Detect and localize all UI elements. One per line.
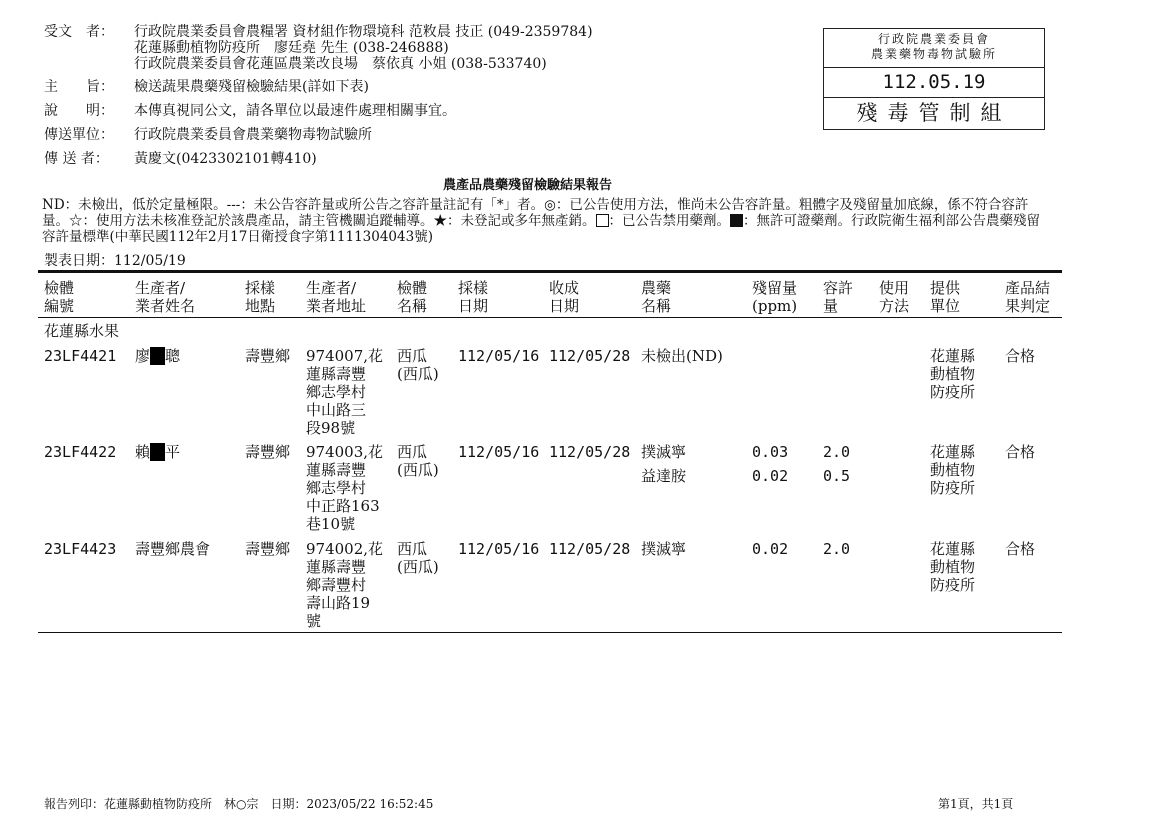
residue-value: 0.02 <box>752 467 789 485</box>
tolerance-value: 2.0 <box>823 443 851 461</box>
sender-label: 傳 送 者： <box>44 151 109 167</box>
note-label: 說 明： <box>44 103 114 119</box>
pesticide-name: 撲滅寧 <box>641 540 687 558</box>
table-bottom-rule <box>38 632 1062 633</box>
col-header-tolerance: 容許 量 <box>823 279 854 315</box>
recipient-label: 受文 者： <box>44 24 114 40</box>
tolerance-value: 0.5 <box>823 467 851 485</box>
recipient-line-2: 花蓮縣動植物防疫所 廖廷堯 先生 (038-246888) <box>134 40 449 56</box>
report-title: 農產品農藥殘留檢驗結果報告 <box>443 178 613 193</box>
sample-name: 西瓜 (西瓜) <box>397 347 439 383</box>
stamp-org-line-2: 農業藥物毒物試驗所 <box>870 47 997 61</box>
producer-address: 974007,花 蓮縣壽豐 鄉志學村 中山路三 段98號 <box>306 347 384 437</box>
col-header-sample-name: 檢體 名稱 <box>397 279 428 315</box>
stamp-group: 殘毒管制組 <box>856 101 1012 125</box>
producer-address: 974002,花 蓮縣壽豐 鄉壽豐村 壽山路19 號 <box>306 540 384 630</box>
legend-text-1: ND：未檢出，低於定量極限。---：未公告容許量或所公告之容許量註記有「*」者。◎：已公告使用方法，惟尚未公告容許量。粗體字及殘留量加底線，係不符合容許量。☆：使用方法未核准登記於該農產品，請主管機關追蹤輔導。★：未登記或多年無產銷。 <box>42 197 1029 229</box>
sample-id: 23LF4423 <box>44 540 117 558</box>
pesticide-name: 未檢出(ND) <box>641 347 723 365</box>
col-header-sample-date: 採樣 日期 <box>458 279 489 315</box>
note-text: 本傳真視同公文，請各單位以最速件處理相關事宜。 <box>134 103 456 119</box>
print-info: 報告列印：花蓮縣動植物防疫所 林○宗 日期：2023/05/22 16:52:45 <box>44 797 434 811</box>
sample-name: 西瓜 (西瓜) <box>397 540 439 576</box>
sample-date: 112/05/16 <box>458 443 540 461</box>
receipt-stamp <box>823 28 1045 130</box>
recipient-line-3: 行政院農業委員會花蓮區農業改良場 蔡依真 小姐 (038-533740) <box>134 56 547 72</box>
pesticide-name: 益達胺 <box>641 467 687 485</box>
sender-unit-text: 行政院農業委員會農業藥物毒物試驗所 <box>134 127 372 143</box>
stamp-divider <box>824 67 1044 68</box>
recipient-line-1: 行政院農業委員會農糧署 資材組作物環境科 范敉晨 技正 (049-2359784) <box>134 24 593 40</box>
stamp-organization <box>824 32 1044 62</box>
sample-name: 西瓜 (西瓜) <box>397 443 439 479</box>
residue-value: 0.03 <box>752 443 789 461</box>
table-header-rule <box>38 317 1062 318</box>
harvest-date: 112/05/28 <box>549 443 631 461</box>
sample-date: 112/05/16 <box>458 347 540 365</box>
sample-id: 23LF4421 <box>44 347 117 365</box>
producer-name: 壽豐鄉農會 <box>135 540 211 558</box>
legend <box>42 197 1052 245</box>
provider-unit: 花蓮縣 動植物 防疫所 <box>930 540 976 594</box>
col-header-address: 生產者/ 業者地址 <box>306 279 367 315</box>
banned-pesticide-marker <box>596 214 609 227</box>
provider-unit: 花蓮縣 動植物 防疫所 <box>930 347 976 401</box>
pesticide-name: 撲滅寧 <box>641 443 687 461</box>
redaction-mark <box>150 347 165 365</box>
result-judgement: 合格 <box>1005 443 1036 461</box>
col-header-provider: 提供 單位 <box>930 279 961 315</box>
result-judgement: 合格 <box>1005 347 1036 365</box>
harvest-date: 112/05/28 <box>549 347 631 365</box>
sampling-location: 壽豐鄉 <box>245 347 291 365</box>
sampling-location: 壽豐鄉 <box>245 540 291 558</box>
result-judgement: 合格 <box>1005 540 1036 558</box>
col-header-sample-id: 檢體 編號 <box>44 279 75 315</box>
sample-id: 23LF4422 <box>44 443 117 461</box>
subject-text: 檢送蔬果農藥殘留檢驗結果(詳如下表) <box>134 79 369 95</box>
producer-address: 974003,花 蓮縣壽豐 鄉志學村 中正路163 巷10號 <box>306 443 384 533</box>
sample-date: 112/05/16 <box>458 540 540 558</box>
provider-unit: 花蓮縣 動植物 防疫所 <box>930 443 976 497</box>
col-header-producer: 生產者/ 業者姓名 <box>135 279 196 315</box>
legend-text-3: ：無許可證藥劑。行政院衛生福利部公告農藥殘留容許量標準(中華民國112年2月17日衛授食字第1111304043號) <box>42 213 1040 245</box>
group-label: 花蓮縣水果 <box>44 322 120 340</box>
stamp-divider <box>824 97 1044 98</box>
col-header-location: 採樣 地點 <box>245 279 276 315</box>
col-header-harvest-date: 收成 日期 <box>549 279 580 315</box>
sender-unit-label: 傳送單位： <box>44 127 114 143</box>
col-header-result: 產品結 果判定 <box>1005 279 1051 315</box>
unlicensed-pesticide-marker <box>730 214 743 227</box>
producer-name: 賴 平 <box>135 443 181 461</box>
stamp-org-line-1: 行政院農業委員會 <box>877 32 990 46</box>
residue-value: 0.02 <box>752 540 789 558</box>
sampling-location: 壽豐鄉 <box>245 443 291 461</box>
table-date: 製表日期：112/05/19 <box>44 253 186 269</box>
redaction-mark <box>150 443 165 461</box>
legend-text-2: ：已公告禁用藥劑。 <box>608 213 730 229</box>
stamp-date: 112.05.19 <box>882 71 986 93</box>
producer-name: 廖 聰 <box>135 347 181 365</box>
page-number: 第1頁，共1頁 <box>938 797 1014 811</box>
sender-text: 黃慶文(0423302101轉410) <box>134 151 317 167</box>
table-top-rule <box>38 270 1062 273</box>
harvest-date: 112/05/28 <box>549 540 631 558</box>
col-header-usage: 使用 方法 <box>879 279 910 315</box>
tolerance-value: 2.0 <box>823 540 851 558</box>
subject-label: 主 旨： <box>44 79 114 95</box>
col-header-residue: 殘留量 (ppm) <box>752 279 798 315</box>
col-header-pesticide: 農藥 名稱 <box>641 279 672 315</box>
